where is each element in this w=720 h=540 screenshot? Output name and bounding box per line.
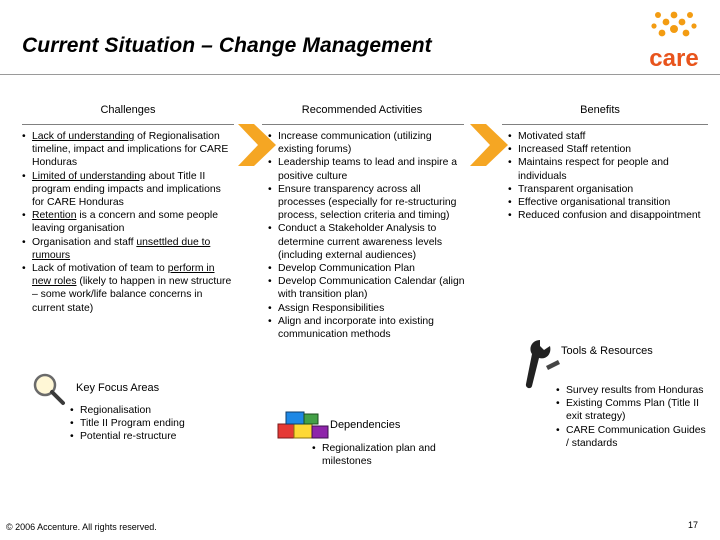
activities-divider [262, 124, 464, 125]
underlined-text: Limited of understanding [32, 170, 146, 182]
list-item [22, 130, 232, 170]
activities-heading: Recommended Activities [301, 104, 423, 116]
text-run: of Regionalisation timeline, impact and implications for CARE Honduras [32, 131, 229, 169]
wrench-icon [522, 336, 562, 390]
list-item: • Maintains respect for people and individuals [508, 156, 704, 182]
underlined-text: Lack of understanding [32, 131, 135, 142]
text-run: is a concern and some people leaving organisation [32, 210, 219, 235]
list-item: • Develop Communication Plan [268, 262, 468, 275]
list-item: • Develop Communication Calendar (align with transition plan) [268, 275, 468, 301]
title-divider [0, 74, 720, 75]
benefits-heading: Benefits [580, 104, 620, 116]
list-item: • Existing Comms Plan (Title II exit strategy) [556, 397, 706, 423]
activities-list [268, 130, 468, 341]
list-item [22, 209, 232, 235]
list-item [22, 236, 232, 262]
copyright: © 2006 Accenture. All rights reserved. [6, 522, 157, 532]
benefits-divider [502, 124, 708, 125]
text-run: (likely to happen in new structure – some work/life balance concerns in current state) [32, 276, 232, 314]
tools-heading: Tools & Resources [561, 345, 653, 357]
list-item: • Regionalisation [70, 404, 240, 417]
list-item: • Survey results from Honduras [556, 384, 706, 397]
challenges-divider [22, 124, 234, 125]
page-number: 17 [688, 520, 699, 530]
dependencies-heading: Dependencies [330, 419, 401, 431]
underlined-text: unsettled due to rumours [32, 236, 211, 261]
building-blocks-icon [276, 408, 332, 442]
list-item: • Ensure transparency across all processes (especially for re-structuring process, selection criteria and timing) [268, 183, 468, 223]
underlined-text: perform in new roles [32, 263, 215, 288]
challenges-list [22, 130, 232, 315]
list-item: • Motivated staff [508, 130, 704, 143]
list-item: • Increase communication (utilizing existing forums) [268, 130, 468, 156]
list-item: • Regionalization plan and milestones [312, 442, 452, 468]
benefits-list [508, 130, 704, 222]
list-item [22, 262, 232, 315]
list-item: • Assign Responsibilities [268, 302, 468, 315]
text-run: Organisation and staff [32, 236, 137, 248]
underlined-text: Retention [32, 210, 77, 222]
list-item: • Increased Staff retention [508, 143, 704, 156]
list-item [22, 170, 232, 210]
sunburst-icon [651, 12, 696, 37]
key-focus-list [70, 404, 240, 444]
text-run: Lack of motivation of team to [32, 263, 168, 275]
tools-list [556, 384, 706, 450]
page-title: Current Situation – Change Management [22, 34, 432, 57]
list-item: • Leadership teams to lead and inspire a positive culture [268, 156, 468, 182]
list-item: • Effective organisational transition [508, 196, 704, 209]
care-logo [626, 4, 714, 74]
list-item: • Title II Program ending [70, 417, 240, 430]
list-item: • CARE Communication Guides / standards [556, 424, 706, 450]
challenges-heading: Challenges [100, 104, 156, 116]
list-item: • Align and incorporate into existing communication methods [268, 315, 468, 341]
list-item: • Potential re-structure [70, 430, 240, 443]
text-run: about Title II program ending impacts and implications for CARE Honduras [32, 170, 221, 209]
dependencies-list [312, 442, 452, 468]
magnifier-icon [32, 372, 66, 406]
list-item: • Transparent organisation [508, 183, 704, 196]
chevron-right-icon [470, 124, 508, 166]
list-item: • Reduced confusion and disappointment [508, 209, 704, 222]
list-item: • Conduct a Stakeholder Analysis to determine current awareness levels (including external audiences) [268, 222, 468, 262]
logo-text: care [649, 45, 699, 72]
key-focus-heading: Key Focus Areas [76, 382, 160, 394]
